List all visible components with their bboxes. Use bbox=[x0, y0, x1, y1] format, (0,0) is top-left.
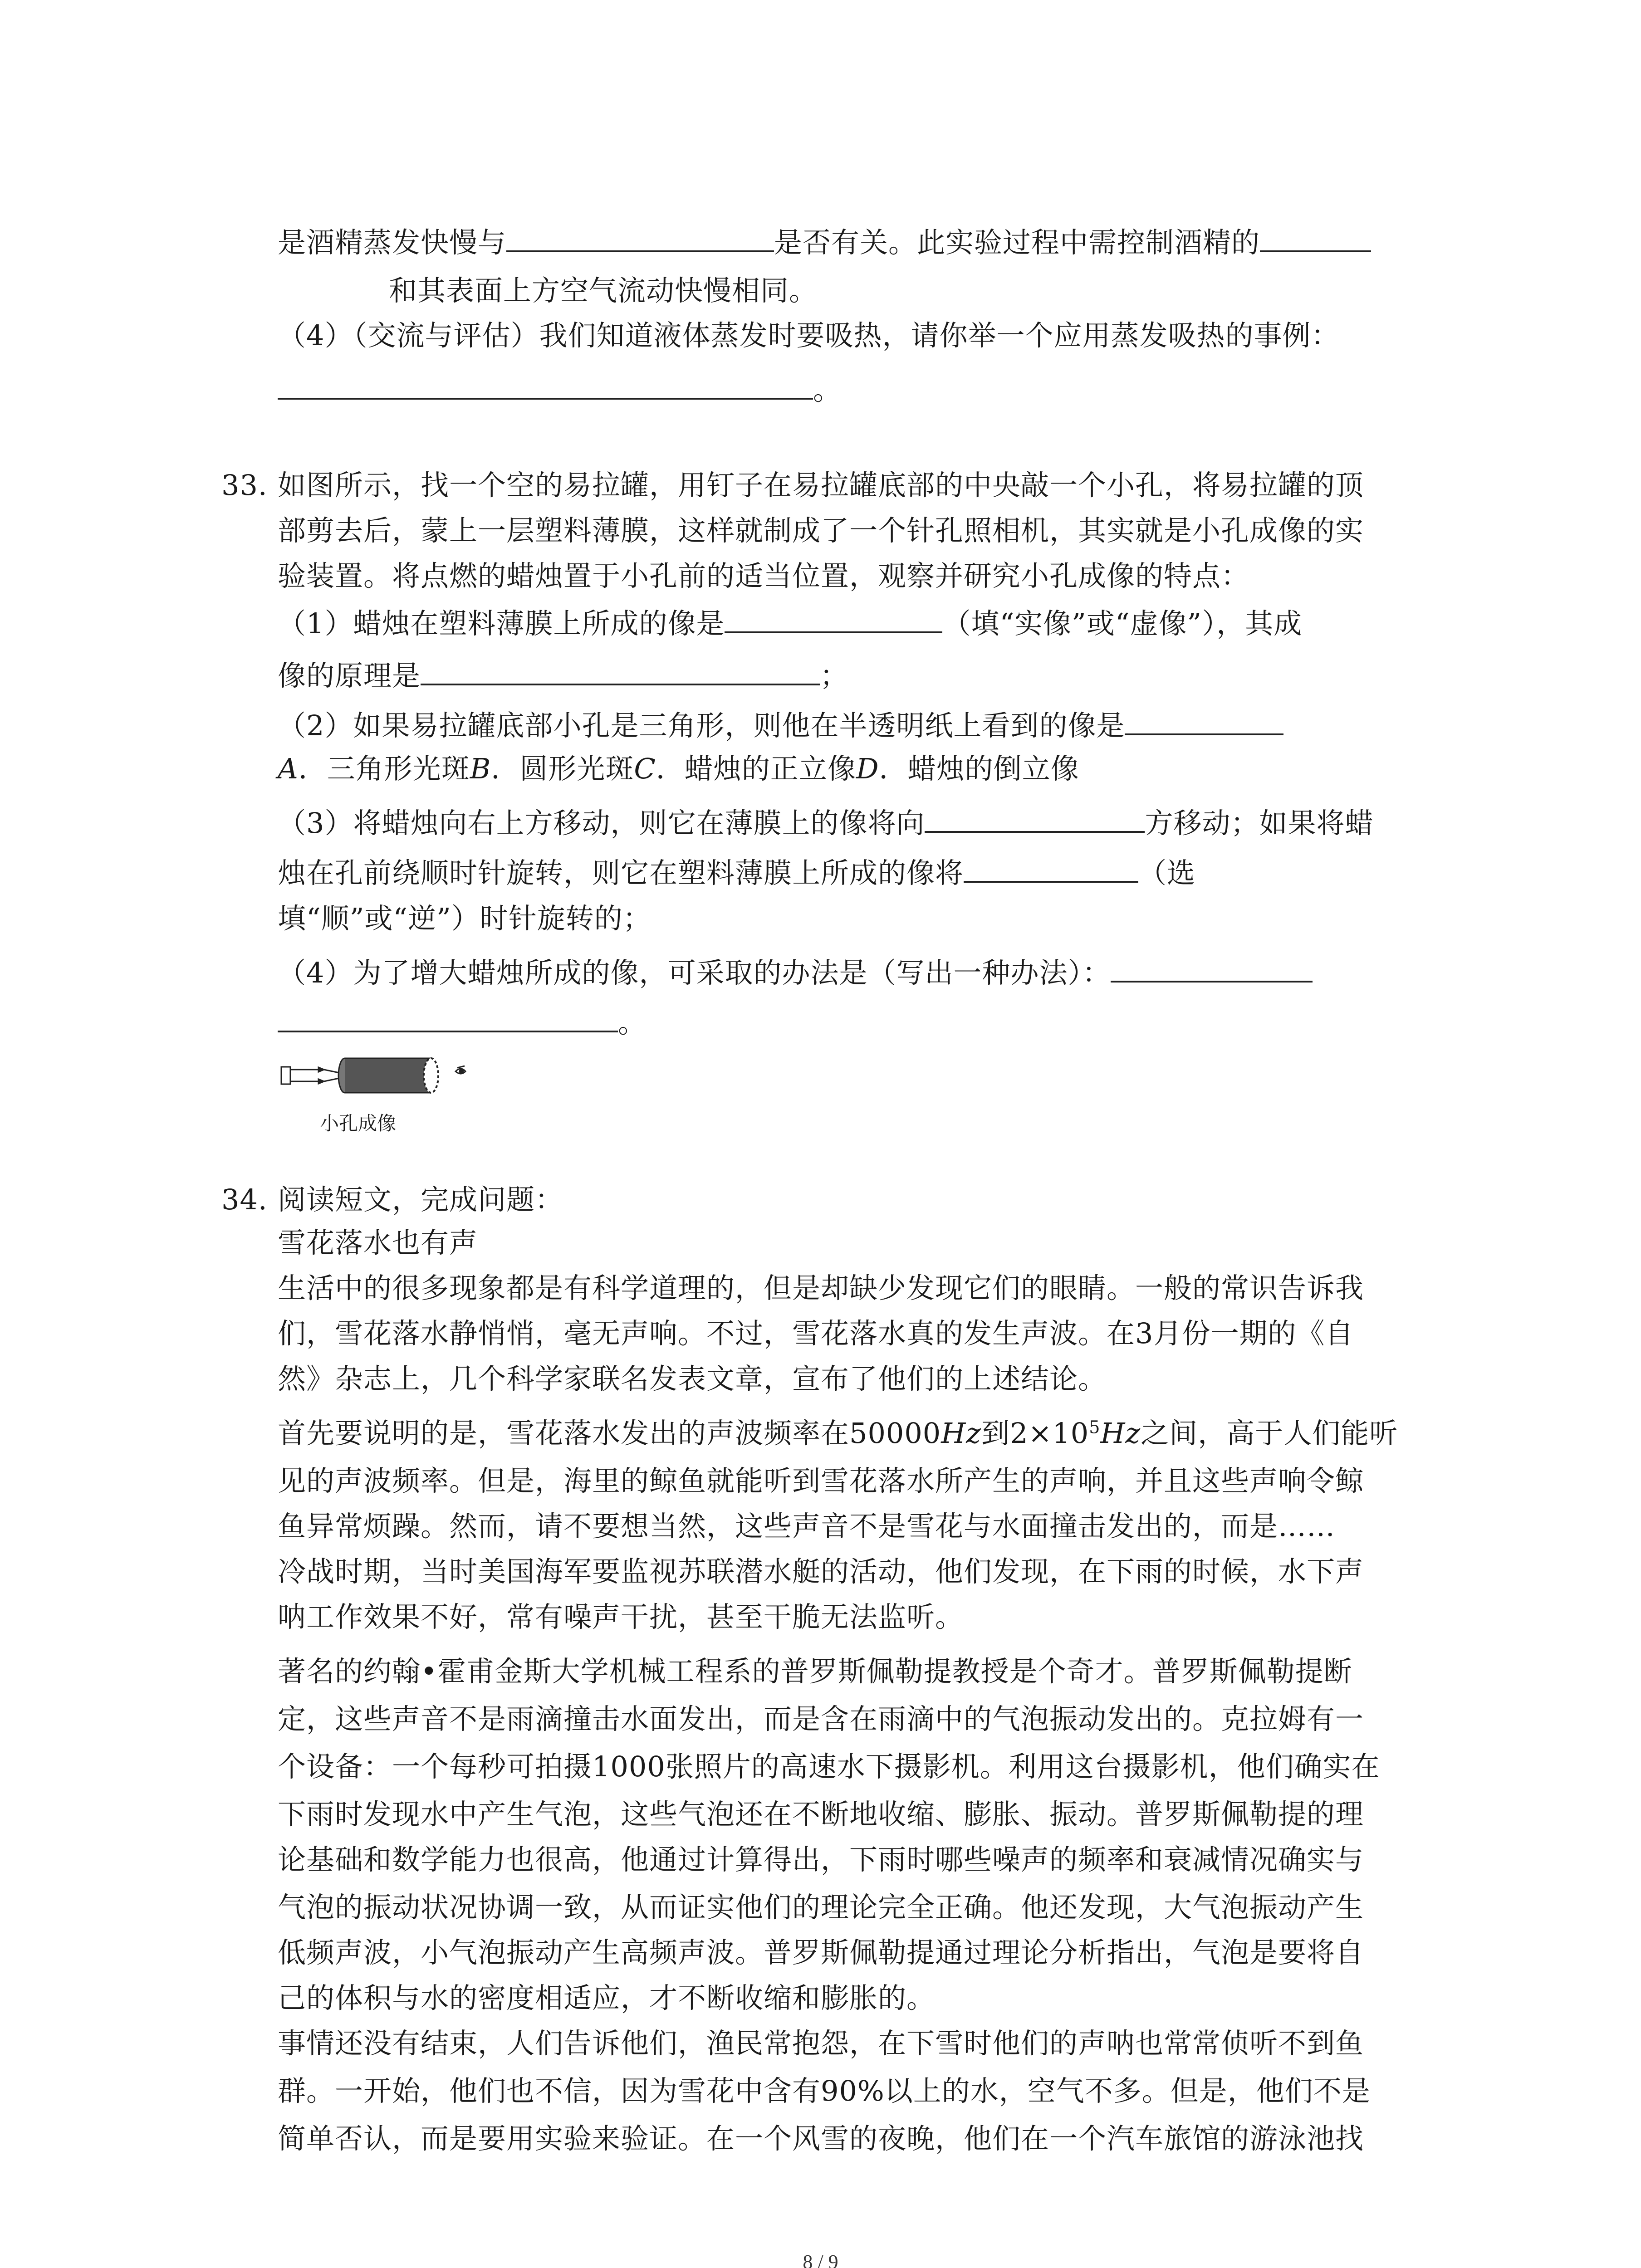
q34-title: 雪花落水也有声 bbox=[278, 1226, 478, 1259]
q34-text: 之间，高于人们能听 bbox=[1141, 1417, 1398, 1450]
q32-item4-text: （4）（交流与评估）我们知道液体蒸发时要吸热，请你举一个应用蒸发吸热的事例： bbox=[278, 319, 1340, 352]
q34-para-line: 个设备：一个每秒可拍摄1000张照片的高速水下摄影机。利用这台摄影机，他们确实在 bbox=[278, 1750, 1380, 1783]
q34-para-line: 呐工作效果不好，常有噪声干扰，甚至干脆无法监听。 bbox=[278, 1600, 964, 1633]
q33-part3-end: 填“顺”或“逆”）时针旋转的； bbox=[278, 902, 652, 935]
q34-para-line: 下雨时发现水中产生气泡，这些气泡还在不断地收缩、膨胀、振动。普罗斯佩勒提的理 bbox=[278, 1798, 1364, 1831]
candle-icon bbox=[281, 1067, 346, 1084]
answer-blank[interactable] bbox=[1260, 222, 1371, 252]
q34-para-line: 气泡的振动状况协调一致，从而证实他们的理论完全正确。他还发现，大气泡振动产生 bbox=[278, 1891, 1364, 1924]
q33-part3-cont bbox=[278, 853, 1195, 891]
q33-part3-text: （选 bbox=[1138, 856, 1196, 890]
q34-para-line: 们，雪花落水静悄悄，毫无声响。不过，雪花落水真的发生声波。在3月份一期的《自 bbox=[278, 1317, 1354, 1350]
answer-blank[interactable] bbox=[421, 655, 820, 685]
q33-stem: 部剪去后，蒙上一层塑料薄膜，这样就制成了一个针孔照相机，其实就是小孔成像的实 bbox=[278, 514, 1364, 547]
q34-para-line: 然》杂志上，几个科学家联名发表文章，宣布了他们的上述结论。 bbox=[278, 1362, 1107, 1395]
q34-para-line: 著名的约翰•霍甫金斯大学机械工程系的普罗斯佩勒提教授是个奇才。普罗斯佩勒提断 bbox=[278, 1655, 1352, 1688]
q33-part2 bbox=[278, 705, 1283, 744]
q32-text: 是否有关。此实验过程中需控制酒精的 bbox=[774, 226, 1260, 259]
option-letter[interactable]: B bbox=[470, 752, 491, 785]
eye-icon bbox=[456, 1066, 465, 1074]
option-letter[interactable]: A bbox=[278, 752, 299, 785]
figure-caption: 小孔成像 bbox=[320, 1112, 397, 1134]
unit-hz: Hz bbox=[941, 1417, 981, 1450]
q33-part4-text: （4）为了增大蜡烛所成的像，可采取的办法是（写出一种办法）： bbox=[278, 956, 1111, 989]
q33-part3-text: （3）将蜡烛向右上方移动，则它在薄膜上的像将向 bbox=[278, 807, 925, 840]
page-number: 8 / 9 bbox=[803, 2251, 838, 2268]
q34-stem: 阅读短文，完成问题： bbox=[278, 1183, 564, 1216]
q34-freq-line bbox=[278, 1415, 1398, 1452]
q34-number: 34. bbox=[221, 1183, 268, 1216]
exponent: 5 bbox=[1089, 1417, 1101, 1437]
q33-part1-cont bbox=[278, 655, 848, 694]
q34-para-line: 己的体积与水的密度相适应，才不断收缩和膨胀的。 bbox=[278, 1981, 936, 2014]
answer-blank[interactable] bbox=[964, 853, 1138, 883]
q34-para-line: 见的声波频率。但是，海里的鲸鱼就能听到雪花落水所产生的声响，并且这些声响令鲸 bbox=[278, 1464, 1364, 1497]
answer-blank[interactable] bbox=[1125, 705, 1283, 735]
q34-para-line: 冷战时期，当时美国海军要监视苏联潜水艇的活动，他们发现，在下雨的时候，水下声 bbox=[278, 1555, 1364, 1588]
option-letter[interactable]: C bbox=[634, 752, 656, 785]
q33-end: 。 bbox=[618, 1006, 647, 1039]
answer-blank[interactable] bbox=[725, 603, 942, 633]
can-icon bbox=[338, 1058, 438, 1093]
answer-blank[interactable] bbox=[925, 803, 1145, 833]
q33-part3 bbox=[278, 803, 1373, 841]
answer-blank[interactable] bbox=[506, 222, 774, 252]
q33-part3-text: 烛在孔前绕顺时针旋转，则它在塑料薄膜上所成的像将 bbox=[278, 856, 964, 890]
q34-text: 首先要说明的是，雪花落水发出的声波频率在50000 bbox=[278, 1417, 941, 1450]
q34-text: 到2×10 bbox=[981, 1417, 1089, 1450]
q33-part1 bbox=[278, 603, 1302, 642]
q33-stem: 如图所示，找一个空的易拉罐，用钉子在易拉罐底部的中央敲一个小孔，将易拉罐的顶 bbox=[278, 469, 1364, 502]
option-text[interactable]: ．圆形光斑 bbox=[491, 752, 634, 785]
answer-blank[interactable] bbox=[278, 272, 389, 300]
q34-para-line: 简单否认，而是要用实验来验证。在一个风雪的夜晚，他们在一个汽车旅馆的游泳池找 bbox=[278, 2122, 1364, 2155]
q33-part4-answer bbox=[278, 1002, 647, 1041]
option-text[interactable]: ．三角形光斑 bbox=[298, 752, 470, 785]
q33-options bbox=[278, 751, 1079, 787]
q34-para-line: 鱼异常烦躁。然而，请不要想当然，这些声音不是雪花与水面撞击发出的，而是…… bbox=[278, 1510, 1336, 1543]
option-text[interactable]: ．蜡烛的正立像 bbox=[656, 752, 856, 785]
q34-para-line: 生活中的很多现象都是有科学道理的，但是却缺少发现它们的眼睛。一般的常识告诉我 bbox=[278, 1271, 1364, 1305]
option-letter[interactable]: D bbox=[856, 752, 879, 785]
q33-part1-text: ； bbox=[820, 659, 849, 692]
q32-text: 和其表面上方空气流动快慢相同。 bbox=[389, 274, 818, 307]
q32-end: 。 bbox=[813, 373, 842, 406]
q32-line2 bbox=[278, 272, 818, 309]
q33-part3-text: 方移动；如果将蜡 bbox=[1145, 807, 1374, 840]
q32-text: 是酒精蒸发快慢与 bbox=[278, 226, 507, 259]
unit-hz: Hz bbox=[1100, 1417, 1141, 1450]
answer-blank[interactable] bbox=[1111, 953, 1313, 982]
answer-blank[interactable] bbox=[278, 1002, 618, 1032]
q33-part1-text: 像的原理是 bbox=[278, 659, 421, 692]
q34-para-line: 事情还没有结束，人们告诉他们，渔民常抱怨，在下雪时他们的声呐也常常侦听不到鱼 bbox=[278, 2027, 1364, 2060]
q33-part2-text: （2）如果易拉罐底部小孔是三角形，则他在半透明纸上看到的像是 bbox=[278, 709, 1125, 742]
q32-line1 bbox=[278, 222, 1371, 261]
q33-part1-text: （填“实像”或“虚像”），其成 bbox=[942, 607, 1303, 640]
q33-number: 33. bbox=[221, 469, 268, 502]
q34-para-line: 低频声波，小气泡振动产生高频声波。普罗斯佩勒提通过理论分析指出，气泡是要将自 bbox=[278, 1936, 1364, 1969]
q32-item4-answer bbox=[278, 370, 842, 408]
q34-para-line: 定，这些声音不是雨滴撞击水面发出，而是含在雨滴中的气泡振动发出的。克拉姆有一 bbox=[278, 1702, 1364, 1735]
q33-part4 bbox=[278, 953, 1313, 991]
q33-stem: 验装置。将点燃的蜡烛置于小孔前的适当位置，观察并研究小孔成像的特点： bbox=[278, 559, 1250, 592]
q34-para-line: 群。一开始，他们也不信，因为雪花中含有90%以上的水，空气不多。但是，他们不是 bbox=[278, 2074, 1371, 2107]
option-text[interactable]: ．蜡烛的倒立像 bbox=[879, 752, 1079, 785]
q33-part1-text: （1）蜡烛在塑料薄膜上所成的像是 bbox=[278, 607, 725, 640]
q34-para-line: 论基础和数学能力也很高，他通过计算得出，下雨时哪些噪声的频率和衰减情况确实与 bbox=[278, 1843, 1364, 1876]
q32-item4 bbox=[278, 318, 1339, 354]
answer-blank[interactable] bbox=[278, 370, 813, 400]
